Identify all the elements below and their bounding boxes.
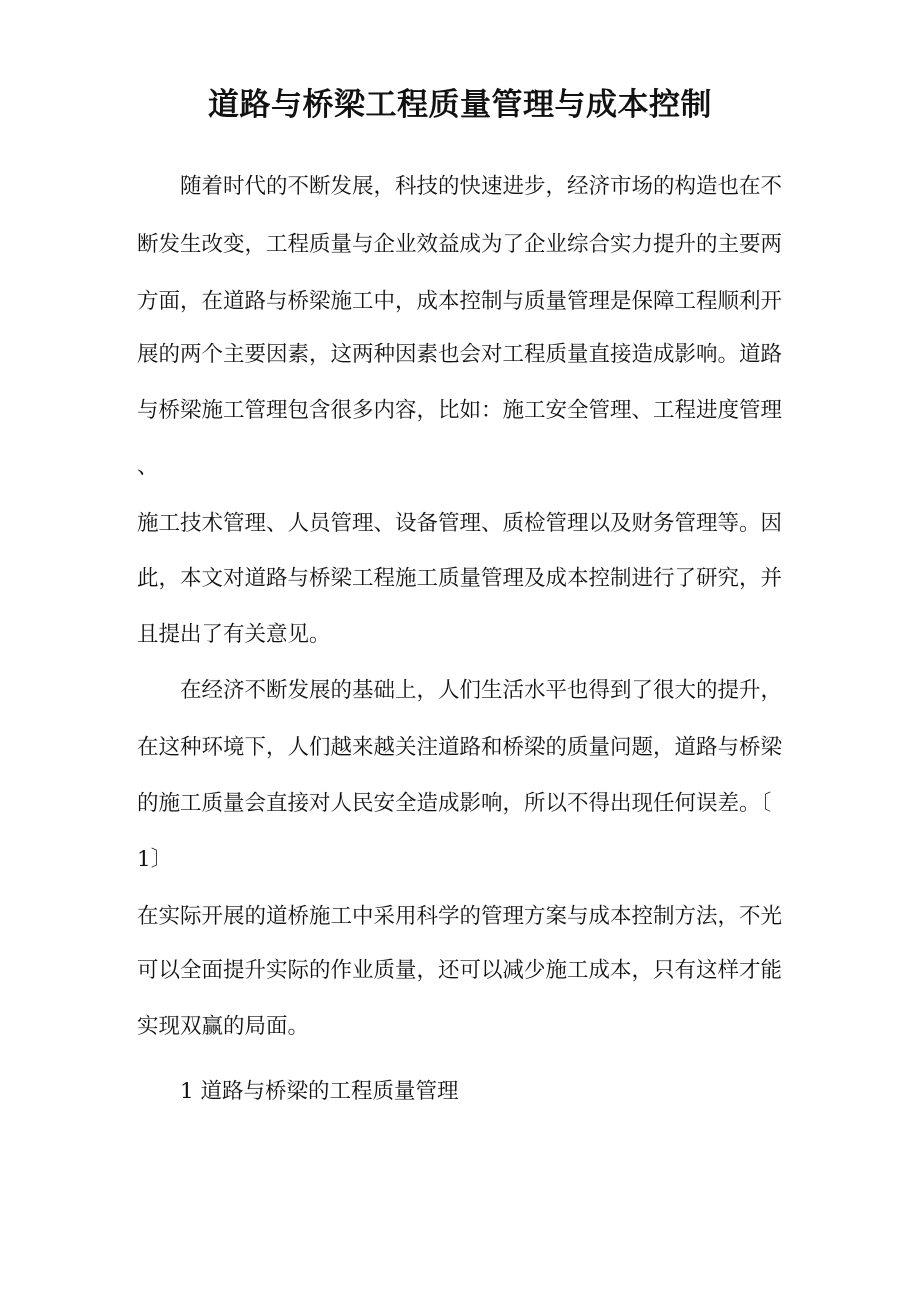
paragraph-2-line-4: 1〕	[137, 847, 173, 872]
document-title: 道路与桥梁工程质量管理与成本控制	[208, 87, 712, 123]
section-heading: 1 道路与桥梁的工程质量管理	[180, 1079, 459, 1104]
paragraph-2-line-1: 在经济不断发展的基础上，人们生活水平也得到了很大的提升，	[180, 678, 783, 703]
paragraph-1-line-8: 此，本文对道路与桥梁工程施工质量管理及成本控制进行了研究，并	[137, 566, 783, 591]
paragraph-2-line-3: 的施工质量会直接对人民安全造成影响，所以不得出现任何误差。〔	[137, 791, 772, 816]
paragraph-2-line-6: 可以全面提升实际的作业质量，还可以减少施工成本，只有这样才能	[137, 958, 783, 983]
paragraph-1-line-9: 且提出了有关意见。	[137, 622, 331, 647]
paragraph-2-line-5: 在实际开展的道桥施工中采用科学的管理方案与成本控制方法，不光	[137, 904, 783, 929]
paragraph-2-line-7: 实现双赢的局面。	[137, 1014, 310, 1039]
paragraph-1-line-5: 与桥梁施工管理包含很多内容，比如：施工安全管理、工程进度管理	[137, 398, 783, 423]
paragraph-1-line-7: 施工技术管理、人员管理、设备管理、质检管理以及财务管理等。因	[137, 511, 783, 536]
paragraph-1-line-1: 随着时代的不断发展，科技的快速进步，经济市场的构造也在不	[180, 174, 783, 199]
paragraph-1-line-3: 方面，在道路与桥梁施工中，成本控制与质量管理是保障工程顺利开	[137, 289, 783, 314]
paragraph-1-line-2: 断发生改变，工程质量与企业效益成为了企业综合实力提升的主要两	[137, 232, 783, 257]
paragraph-1-line-4: 展的两个主要因素，这两种因素也会对工程质量直接造成影响。道路	[137, 342, 783, 367]
paragraph-2-line-2: 在这种环境下，人们越来越关注道路和桥梁的质量问题，道路与桥梁	[137, 735, 783, 760]
paragraph-1-line-6: 、	[137, 454, 159, 479]
